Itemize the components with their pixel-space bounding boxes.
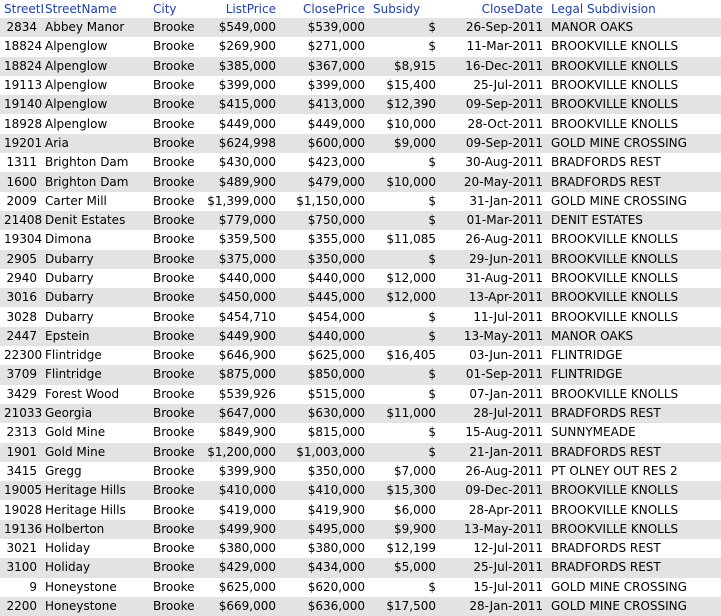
- table-row[interactable]: [0, 327, 721, 346]
- table-row[interactable]: [0, 404, 721, 423]
- table-row[interactable]: [0, 346, 721, 365]
- table-row[interactable]: [0, 597, 721, 616]
- subsidy-cell: $9,900: [369, 520, 440, 539]
- list-price-cell: $380,000: [189, 539, 280, 558]
- street-name-cell: Holiday: [41, 539, 149, 558]
- close-price-cell: $850,000: [280, 365, 369, 384]
- legal-subdivision-cell: BROOKVILLE KNOLLS: [547, 385, 721, 404]
- table-row[interactable]: [0, 520, 721, 539]
- list-price-cell: $549,000: [189, 18, 280, 37]
- close-price-cell: $410,000: [280, 481, 369, 500]
- street-number-cell: 3021: [0, 539, 41, 558]
- city-cell: Brooke: [149, 500, 189, 519]
- close-price-cell: $413,000: [280, 95, 369, 114]
- list-price-cell: $1,200,000: [189, 443, 280, 462]
- legal-subdivision-cell: BRADFORDS REST: [547, 558, 721, 577]
- close-price-cell: $449,000: [280, 114, 369, 133]
- table-row[interactable]: [0, 230, 721, 249]
- subsidy-cell: $: [369, 443, 440, 462]
- city-cell: Brooke: [149, 57, 189, 76]
- city-cell: Brooke: [149, 385, 189, 404]
- list-price-cell: $415,000: [189, 95, 280, 114]
- legal-subdivision-cell: BROOKVILLE KNOLLS: [547, 230, 721, 249]
- subsidy-cell: $10,000: [369, 114, 440, 133]
- street-name-cell: Holberton: [41, 520, 149, 539]
- close-price-cell: $271,000: [280, 37, 369, 56]
- street-number-cell: 2905: [0, 250, 41, 269]
- list-price-cell: $399,900: [189, 462, 280, 481]
- street-name-cell: Flintridge: [41, 365, 149, 384]
- street-name-cell: Holiday: [41, 558, 149, 577]
- close-price-cell: $515,000: [280, 385, 369, 404]
- street-number-cell: 21033: [0, 404, 41, 423]
- list-price-cell: $539,926: [189, 385, 280, 404]
- street-number-cell: 3016: [0, 288, 41, 307]
- close-date-cell: 13-Apr-2011: [440, 288, 547, 307]
- close-price-cell: $630,000: [280, 404, 369, 423]
- legal-subdivision-cell: GOLD MINE CROSSING: [547, 578, 721, 597]
- close-date-cell: 07-Jan-2011: [440, 385, 547, 404]
- close-date-cell: 25-Jul-2011: [440, 558, 547, 577]
- close-date-cell: 26-Aug-2011: [440, 462, 547, 481]
- list-price-cell: $430,000: [189, 153, 280, 172]
- street-number-cell: 3709: [0, 365, 41, 384]
- street-name-cell: Honeystone: [41, 578, 149, 597]
- close-date-cell: 25-Jul-2011: [440, 76, 547, 95]
- subsidy-cell: $5,000: [369, 558, 440, 577]
- table-row[interactable]: [0, 57, 721, 76]
- close-date-cell: 31-Aug-2011: [440, 269, 547, 288]
- close-price-cell: $539,000: [280, 18, 369, 37]
- close-price-cell: $440,000: [280, 269, 369, 288]
- city-cell: Brooke: [149, 230, 189, 249]
- city-cell: Brooke: [149, 327, 189, 346]
- close-price-cell: $399,000: [280, 76, 369, 95]
- table-row[interactable]: [0, 250, 721, 269]
- table-row[interactable]: [0, 269, 721, 288]
- city-cell: Brooke: [149, 346, 189, 365]
- city-cell: Brooke: [149, 443, 189, 462]
- list-price-cell: $375,000: [189, 250, 280, 269]
- legal-subdivision-cell: BRADFORDS REST: [547, 172, 721, 191]
- legal-subdivision-cell: PT OLNEY OUT RES 2: [547, 462, 721, 481]
- close-price-cell: $1,150,000: [280, 192, 369, 211]
- table-row[interactable]: [0, 558, 721, 577]
- street-name-cell: Dubarry: [41, 288, 149, 307]
- legal-subdivision-cell: BROOKVILLE KNOLLS: [547, 57, 721, 76]
- close-price-cell: $600,000: [280, 134, 369, 153]
- close-price-cell: $750,000: [280, 211, 369, 230]
- list-price-cell: $399,000: [189, 76, 280, 95]
- header-row: [0, 0, 721, 18]
- street-number-cell: 19028: [0, 500, 41, 519]
- close-date-cell: 26-Sep-2011: [440, 18, 547, 37]
- street-number-cell: 2940: [0, 269, 41, 288]
- close-date-cell: 15-Jul-2011: [440, 578, 547, 597]
- street-number-cell: 2313: [0, 423, 41, 442]
- close-date-cell: 09-Dec-2011: [440, 481, 547, 500]
- close-price-cell: $423,000: [280, 153, 369, 172]
- legal-subdivision-cell: SUNNYMEADE: [547, 423, 721, 442]
- city-cell: Brooke: [149, 597, 189, 616]
- list-price-cell: $450,000: [189, 288, 280, 307]
- table-row[interactable]: [0, 307, 721, 326]
- subsidy-cell: $11,000: [369, 404, 440, 423]
- subsidy-cell: $12,199: [369, 539, 440, 558]
- close-price-cell: $350,000: [280, 250, 369, 269]
- table-row[interactable]: [0, 500, 721, 519]
- list-price-cell: $429,000: [189, 558, 280, 577]
- street-name-cell: Alpenglow: [41, 57, 149, 76]
- city-cell: Brooke: [149, 288, 189, 307]
- legal-subdivision-cell: BROOKVILLE KNOLLS: [547, 269, 721, 288]
- subsidy-cell: $: [369, 18, 440, 37]
- table-body: [0, 18, 721, 616]
- legal-subdivision-cell: FLINTRIDGE: [547, 365, 721, 384]
- subsidy-cell: $12,390: [369, 95, 440, 114]
- list-price-cell: $449,900: [189, 327, 280, 346]
- list-price-cell: $669,000: [189, 597, 280, 616]
- city-cell: Brooke: [149, 211, 189, 230]
- close-price-cell: $440,000: [280, 327, 369, 346]
- subsidy-cell: $: [369, 192, 440, 211]
- subsidy-cell: $: [369, 578, 440, 597]
- subsidy-cell: $7,000: [369, 462, 440, 481]
- close-date-cell: 30-Aug-2011: [440, 153, 547, 172]
- street-name-cell: Forest Wood: [41, 385, 149, 404]
- column-header-close-date[interactable]: CloseDate: [440, 0, 547, 18]
- legal-subdivision-cell: BROOKVILLE KNOLLS: [547, 95, 721, 114]
- table-row[interactable]: [0, 365, 721, 384]
- legal-subdivision-cell: FLINTRIDGE: [547, 346, 721, 365]
- list-price-cell: $385,000: [189, 57, 280, 76]
- close-price-cell: $625,000: [280, 346, 369, 365]
- subsidy-cell: $16,405: [369, 346, 440, 365]
- close-price-cell: $815,000: [280, 423, 369, 442]
- city-cell: Brooke: [149, 172, 189, 191]
- close-price-cell: $355,000: [280, 230, 369, 249]
- street-number-cell: 19201: [0, 134, 41, 153]
- street-number-cell: 2009: [0, 192, 41, 211]
- street-number-cell: 9: [0, 578, 41, 597]
- close-price-cell: $380,000: [280, 539, 369, 558]
- table-row[interactable]: [0, 114, 721, 133]
- close-date-cell: 11-Jul-2011: [440, 307, 547, 326]
- list-price-cell: $625,000: [189, 578, 280, 597]
- street-name-cell: Dubarry: [41, 250, 149, 269]
- street-number-cell: 19113: [0, 76, 41, 95]
- city-cell: Brooke: [149, 153, 189, 172]
- street-name-cell: Gold Mine: [41, 423, 149, 442]
- street-name-cell: Alpenglow: [41, 114, 149, 133]
- city-cell: Brooke: [149, 558, 189, 577]
- close-date-cell: 03-Jun-2011: [440, 346, 547, 365]
- list-price-cell: $440,000: [189, 269, 280, 288]
- close-price-cell: $620,000: [280, 578, 369, 597]
- street-name-cell: Georgia: [41, 404, 149, 423]
- list-price-cell: $489,900: [189, 172, 280, 191]
- city-cell: Brooke: [149, 481, 189, 500]
- close-date-cell: 11-Mar-2011: [440, 37, 547, 56]
- city-cell: Brooke: [149, 539, 189, 558]
- street-name-cell: Heritage Hills: [41, 500, 149, 519]
- street-name-cell: Dubarry: [41, 269, 149, 288]
- legal-subdivision-cell: BROOKVILLE KNOLLS: [547, 481, 721, 500]
- subsidy-cell: $10,000: [369, 172, 440, 191]
- close-date-cell: 26-Aug-2011: [440, 230, 547, 249]
- street-number-cell: 3429: [0, 385, 41, 404]
- city-cell: Brooke: [149, 423, 189, 442]
- subsidy-cell: $8,915: [369, 57, 440, 76]
- city-cell: Brooke: [149, 578, 189, 597]
- legal-subdivision-cell: BROOKVILLE KNOLLS: [547, 500, 721, 519]
- street-name-cell: Gold Mine: [41, 443, 149, 462]
- city-cell: Brooke: [149, 18, 189, 37]
- subsidy-cell: $: [369, 250, 440, 269]
- street-number-cell: 18824: [0, 37, 41, 56]
- list-price-cell: $646,900: [189, 346, 280, 365]
- table-row[interactable]: [0, 462, 721, 481]
- table-row[interactable]: [0, 18, 721, 37]
- column-header-close-price[interactable]: ClosePrice: [280, 0, 369, 18]
- street-number-cell: 18824: [0, 57, 41, 76]
- street-number-cell: 19304: [0, 230, 41, 249]
- close-date-cell: 12-Jul-2011: [440, 539, 547, 558]
- table-row[interactable]: [0, 37, 721, 56]
- table-row[interactable]: [0, 481, 721, 500]
- street-number-cell: 1901: [0, 443, 41, 462]
- subsidy-cell: $15,300: [369, 481, 440, 500]
- close-date-cell: 15-Aug-2011: [440, 423, 547, 442]
- city-cell: Brooke: [149, 462, 189, 481]
- list-price-cell: $624,998: [189, 134, 280, 153]
- list-price-cell: $449,000: [189, 114, 280, 133]
- legal-subdivision-cell: MANOR OAKS: [547, 18, 721, 37]
- legal-subdivision-cell: BROOKVILLE KNOLLS: [547, 520, 721, 539]
- table-row[interactable]: [0, 288, 721, 307]
- list-price-cell: $359,500: [189, 230, 280, 249]
- city-cell: Brooke: [149, 192, 189, 211]
- street-name-cell: Brighton Dam: [41, 153, 149, 172]
- street-number-cell: 19136: [0, 520, 41, 539]
- street-number-cell: 19005: [0, 481, 41, 500]
- legal-subdivision-cell: BRADFORDS REST: [547, 404, 721, 423]
- street-number-cell: 3028: [0, 307, 41, 326]
- table-row[interactable]: [0, 211, 721, 230]
- subsidy-cell: $12,000: [369, 269, 440, 288]
- street-number-cell: 1311: [0, 153, 41, 172]
- table-row[interactable]: [0, 578, 721, 597]
- table-row[interactable]: [0, 172, 721, 191]
- close-date-cell: 13-May-2011: [440, 520, 547, 539]
- close-date-cell: 28-Apr-2011: [440, 500, 547, 519]
- legal-subdivision-cell: GOLD MINE CROSSING: [547, 134, 721, 153]
- street-name-cell: Epstein: [41, 327, 149, 346]
- street-number-cell: 22300: [0, 346, 41, 365]
- legal-subdivision-cell: BROOKVILLE KNOLLS: [547, 307, 721, 326]
- close-price-cell: $636,000: [280, 597, 369, 616]
- close-date-cell: 21-Jan-2011: [440, 443, 547, 462]
- close-date-cell: 29-Jun-2011: [440, 250, 547, 269]
- column-header-legal-subdivision[interactable]: Legal Subdivision: [547, 0, 721, 18]
- column-header-street-name[interactable]: StreetName: [41, 0, 149, 18]
- close-date-cell: 28-Jan-2011: [440, 597, 547, 616]
- close-date-cell: 01-Mar-2011: [440, 211, 547, 230]
- list-price-cell: $779,000: [189, 211, 280, 230]
- close-price-cell: $479,000: [280, 172, 369, 191]
- list-price-cell: $875,000: [189, 365, 280, 384]
- legal-subdivision-cell: BRADFORDS REST: [547, 153, 721, 172]
- subsidy-cell: $: [369, 423, 440, 442]
- list-price-cell: $269,900: [189, 37, 280, 56]
- table-row[interactable]: [0, 423, 721, 442]
- column-header-subsidy[interactable]: Subsidy: [369, 0, 440, 18]
- list-price-cell: $410,000: [189, 481, 280, 500]
- legal-subdivision-cell: BROOKVILLE KNOLLS: [547, 288, 721, 307]
- city-cell: Brooke: [149, 269, 189, 288]
- legal-subdivision-cell: BROOKVILLE KNOLLS: [547, 250, 721, 269]
- legal-subdivision-cell: BROOKVILLE KNOLLS: [547, 37, 721, 56]
- city-cell: Brooke: [149, 114, 189, 133]
- city-cell: Brooke: [149, 76, 189, 95]
- street-name-cell: Flintridge: [41, 346, 149, 365]
- close-price-cell: $419,900: [280, 500, 369, 519]
- list-price-cell: $454,710: [189, 307, 280, 326]
- close-price-cell: $445,000: [280, 288, 369, 307]
- close-date-cell: 01-Sep-2011: [440, 365, 547, 384]
- subsidy-cell: $6,000: [369, 500, 440, 519]
- subsidy-cell: $: [369, 37, 440, 56]
- column-header-city[interactable]: City: [149, 0, 189, 18]
- table-row[interactable]: [0, 539, 721, 558]
- legal-subdivision-cell: GOLD MINE CROSSING: [547, 597, 721, 616]
- table-row[interactable]: [0, 95, 721, 114]
- street-name-cell: Alpenglow: [41, 95, 149, 114]
- legal-subdivision-cell: MANOR OAKS: [547, 327, 721, 346]
- subsidy-cell: $12,000: [369, 288, 440, 307]
- street-number-cell: 2447: [0, 327, 41, 346]
- column-header-street-number[interactable]: StreetI: [0, 0, 41, 18]
- street-name-cell: Dubarry: [41, 307, 149, 326]
- list-price-cell: $1,399,000: [189, 192, 280, 211]
- list-price-cell: $849,900: [189, 423, 280, 442]
- legal-subdivision-cell: GOLD MINE CROSSING: [547, 192, 721, 211]
- close-price-cell: $495,000: [280, 520, 369, 539]
- legal-subdivision-cell: DENIT ESTATES: [547, 211, 721, 230]
- subsidy-cell: $: [369, 211, 440, 230]
- close-date-cell: 28-Jul-2011: [440, 404, 547, 423]
- street-name-cell: Carter Mill: [41, 192, 149, 211]
- street-number-cell: 1600: [0, 172, 41, 191]
- legal-subdivision-cell: BROOKVILLE KNOLLS: [547, 114, 721, 133]
- subsidy-cell: $11,085: [369, 230, 440, 249]
- city-cell: Brooke: [149, 250, 189, 269]
- table-row[interactable]: [0, 385, 721, 404]
- subsidy-cell: $: [369, 153, 440, 172]
- street-name-cell: Denit Estates: [41, 211, 149, 230]
- close-date-cell: 16-Dec-2011: [440, 57, 547, 76]
- street-number-cell: 21408: [0, 211, 41, 230]
- city-cell: Brooke: [149, 95, 189, 114]
- subsidy-cell: $: [369, 327, 440, 346]
- subsidy-cell: $: [369, 307, 440, 326]
- street-name-cell: Honeystone: [41, 597, 149, 616]
- city-cell: Brooke: [149, 37, 189, 56]
- subsidy-cell: $9,000: [369, 134, 440, 153]
- close-price-cell: $454,000: [280, 307, 369, 326]
- city-cell: Brooke: [149, 520, 189, 539]
- legal-subdivision-cell: BRADFORDS REST: [547, 539, 721, 558]
- close-date-cell: 28-Oct-2011: [440, 114, 547, 133]
- subsidy-cell: $17,500: [369, 597, 440, 616]
- legal-subdivision-cell: BROOKVILLE KNOLLS: [547, 76, 721, 95]
- street-name-cell: Aria: [41, 134, 149, 153]
- street-name-cell: Dimona: [41, 230, 149, 249]
- close-price-cell: $350,000: [280, 462, 369, 481]
- close-date-cell: 31-Jan-2011: [440, 192, 547, 211]
- close-date-cell: 09-Sep-2011: [440, 95, 547, 114]
- street-name-cell: Alpenglow: [41, 37, 149, 56]
- street-name-cell: Brighton Dam: [41, 172, 149, 191]
- city-cell: Brooke: [149, 404, 189, 423]
- street-number-cell: 18928: [0, 114, 41, 133]
- city-cell: Brooke: [149, 365, 189, 384]
- city-cell: Brooke: [149, 307, 189, 326]
- close-date-cell: 09-Sep-2011: [440, 134, 547, 153]
- legal-subdivision-cell: BRADFORDS REST: [547, 443, 721, 462]
- list-price-cell: $647,000: [189, 404, 280, 423]
- close-price-cell: $434,000: [280, 558, 369, 577]
- street-number-cell: 3415: [0, 462, 41, 481]
- list-price-cell: $419,000: [189, 500, 280, 519]
- close-date-cell: 13-May-2011: [440, 327, 547, 346]
- column-header-list-price[interactable]: ListPrice: [189, 0, 280, 18]
- street-name-cell: Heritage Hills: [41, 481, 149, 500]
- table-row[interactable]: [0, 192, 721, 211]
- close-price-cell: $367,000: [280, 57, 369, 76]
- table-row[interactable]: [0, 76, 721, 95]
- close-date-cell: 20-May-2011: [440, 172, 547, 191]
- list-price-cell: $499,900: [189, 520, 280, 539]
- table-row[interactable]: [0, 153, 721, 172]
- subsidy-cell: $: [369, 365, 440, 384]
- close-price-cell: $1,003,000: [280, 443, 369, 462]
- street-name-cell: Gregg: [41, 462, 149, 481]
- table-row[interactable]: [0, 134, 721, 153]
- street-number-cell: 2834: [0, 18, 41, 37]
- subsidy-cell: $: [369, 385, 440, 404]
- street-name-cell: Alpenglow: [41, 76, 149, 95]
- table-row[interactable]: [0, 443, 721, 462]
- street-number-cell: 19140: [0, 95, 41, 114]
- city-cell: Brooke: [149, 134, 189, 153]
- subsidy-cell: $15,400: [369, 76, 440, 95]
- street-number-cell: 3100: [0, 558, 41, 577]
- street-number-cell: 2200: [0, 597, 41, 616]
- street-name-cell: Abbey Manor: [41, 18, 149, 37]
